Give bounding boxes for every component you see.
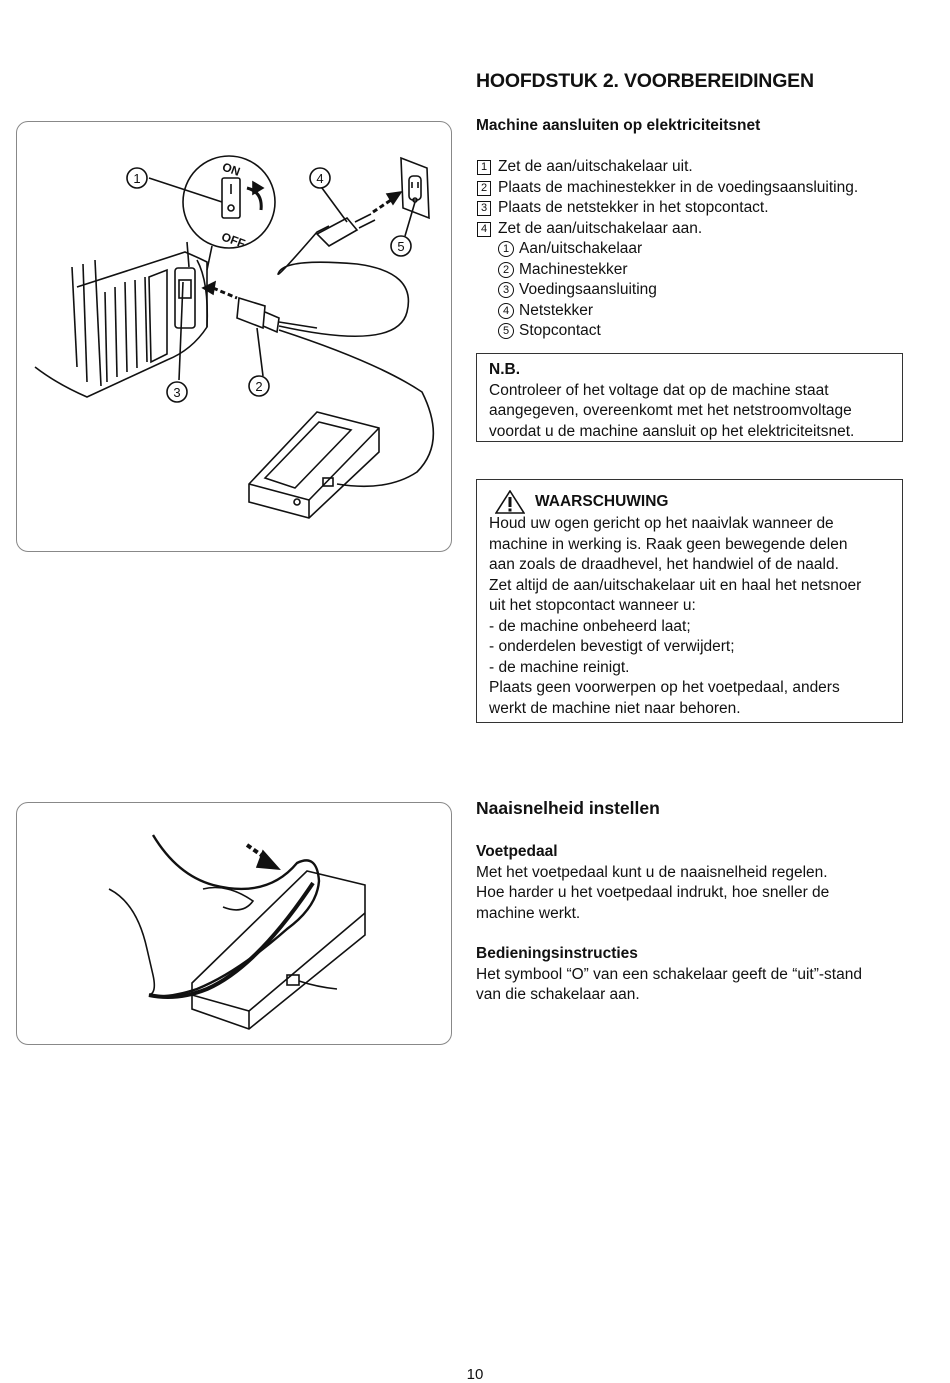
pedal-heading: Voetpedaal: [476, 843, 558, 860]
operation-line: Het symbool “O” van een schakelaar geeft de “uit”-stand: [476, 965, 862, 983]
warning-line: Houd uw ogen gericht op het naaivlak wanneer de: [489, 515, 834, 532]
step-item: [476, 219, 916, 240]
foot-pedal-illustration: [16, 802, 452, 1045]
part-text: Netstekker: [519, 301, 594, 319]
warning-line: - onderdelen bevestigt of verwijdert;: [489, 638, 735, 655]
svg-text:2: 2: [255, 379, 263, 394]
power-steps-list: [476, 157, 916, 342]
part-number: 3: [498, 282, 514, 298]
step-text: Zet de aan/uitschakelaar aan.: [498, 219, 703, 237]
pedal-line: machine werkt.: [476, 904, 581, 922]
part-text: Stopcontact: [519, 322, 601, 339]
part-item: [476, 239, 916, 260]
page-number: 10: [466, 1366, 484, 1383]
part-text: Aan/uitschakelaar: [519, 240, 643, 257]
step-text: Zet de aan/uitschakelaar uit.: [498, 158, 693, 175]
warning-line: - de machine reinigt.: [489, 658, 630, 676]
power-section-title: Machine aansluiten op elektriciteitsnet: [476, 117, 761, 134]
step-item: [476, 198, 916, 219]
callout-2: [249, 376, 269, 396]
callout-3: [167, 382, 187, 402]
step-number: 2: [477, 181, 491, 196]
part-text: Voedingsaansluiting: [519, 281, 657, 298]
step-number: 3: [477, 201, 491, 216]
part-item: [476, 301, 916, 322]
shoe-on-pedal: [109, 835, 319, 997]
step-text: Plaats de machinestekker in de voedingsaansluiting.: [498, 178, 859, 196]
step-item: [476, 178, 916, 199]
step-number: 1: [477, 160, 491, 175]
part-item: [476, 321, 916, 342]
operation-section: [476, 944, 916, 1006]
machine-plug: [203, 282, 317, 332]
note-line: aangegeven, overeenkomt met het netstroomvoltage: [489, 402, 852, 419]
svg-text:1: 1: [133, 171, 141, 186]
warning-box: [476, 479, 903, 723]
press-arrow-icon: [247, 845, 279, 869]
wall-plug: [317, 192, 401, 246]
step-item: [476, 157, 916, 178]
svg-text:4: 4: [316, 171, 324, 186]
speed-section-title: Naaisnelheid instellen: [476, 798, 660, 818]
warning-line: - de machine onbeheerd laat;: [489, 617, 691, 635]
callout-1: [127, 168, 147, 188]
operation-line: van die schakelaar aan.: [476, 986, 640, 1003]
pedal-line: Hoe harder u het voetpedaal indrukt, hoe sneller de: [476, 884, 830, 901]
callout-4: [310, 168, 330, 188]
switch-off-label: OFF: [219, 229, 247, 251]
part-number: 2: [498, 262, 514, 278]
pedal-cord: [279, 330, 433, 486]
svg-text:3: 3: [173, 385, 181, 400]
power-cord: [278, 226, 408, 336]
wall-outlet: [401, 158, 429, 218]
warning-line: werkt de machine niet naar behoren.: [489, 699, 741, 717]
pedal-section: [476, 842, 916, 924]
step-text: Plaats de netstekker in het stopcontact.: [498, 199, 769, 216]
warning-triangle-icon: [495, 490, 525, 514]
step-number: 4: [477, 222, 491, 237]
foot-pedal: [249, 412, 379, 518]
warning-line: uit het stopcontact wanneer u:: [489, 597, 696, 614]
part-number: 5: [498, 323, 514, 339]
part-number: 4: [498, 303, 514, 319]
part-item: [476, 260, 916, 281]
switch-on-label: ON: [220, 159, 243, 179]
warning-line: Zet altijd de aan/uitschakelaar uit en haal het netsnoer: [489, 576, 862, 594]
note-label: N.B.: [489, 361, 520, 378]
callout-5: [391, 236, 411, 256]
part-item: [476, 280, 916, 301]
part-number: 1: [498, 241, 514, 257]
svg-text:5: 5: [397, 239, 405, 254]
power-connection-illustration: [16, 121, 452, 552]
warning-header: [495, 490, 890, 514]
part-text: Machinestekker: [519, 260, 628, 278]
warning-label: WAARSCHUWING: [535, 492, 669, 510]
chapter-title: HOOFDSTUK 2. VOORBEREIDINGEN: [476, 70, 814, 92]
note-box: [476, 353, 903, 442]
power-switch-detail: [183, 156, 275, 270]
warning-line: Plaats geen voorwerpen op het voetpedaal, anders: [489, 679, 840, 696]
pedal-line: Met het voetpedaal kunt u de naaisnelheid regelen.: [476, 863, 828, 881]
operation-heading: Bedieningsinstructies: [476, 945, 638, 962]
warning-line: machine in werking is. Raak geen bewegende delen: [489, 535, 848, 553]
note-line: voordat u de machine aansluit op het elektriciteitsnet.: [489, 422, 855, 440]
foot-pedal: [192, 871, 365, 1029]
note-line: Controleer of het voltage dat op de machine staat: [489, 381, 829, 399]
warning-line: aan zoals de draadhevel, het handwiel of de naald.: [489, 556, 839, 573]
